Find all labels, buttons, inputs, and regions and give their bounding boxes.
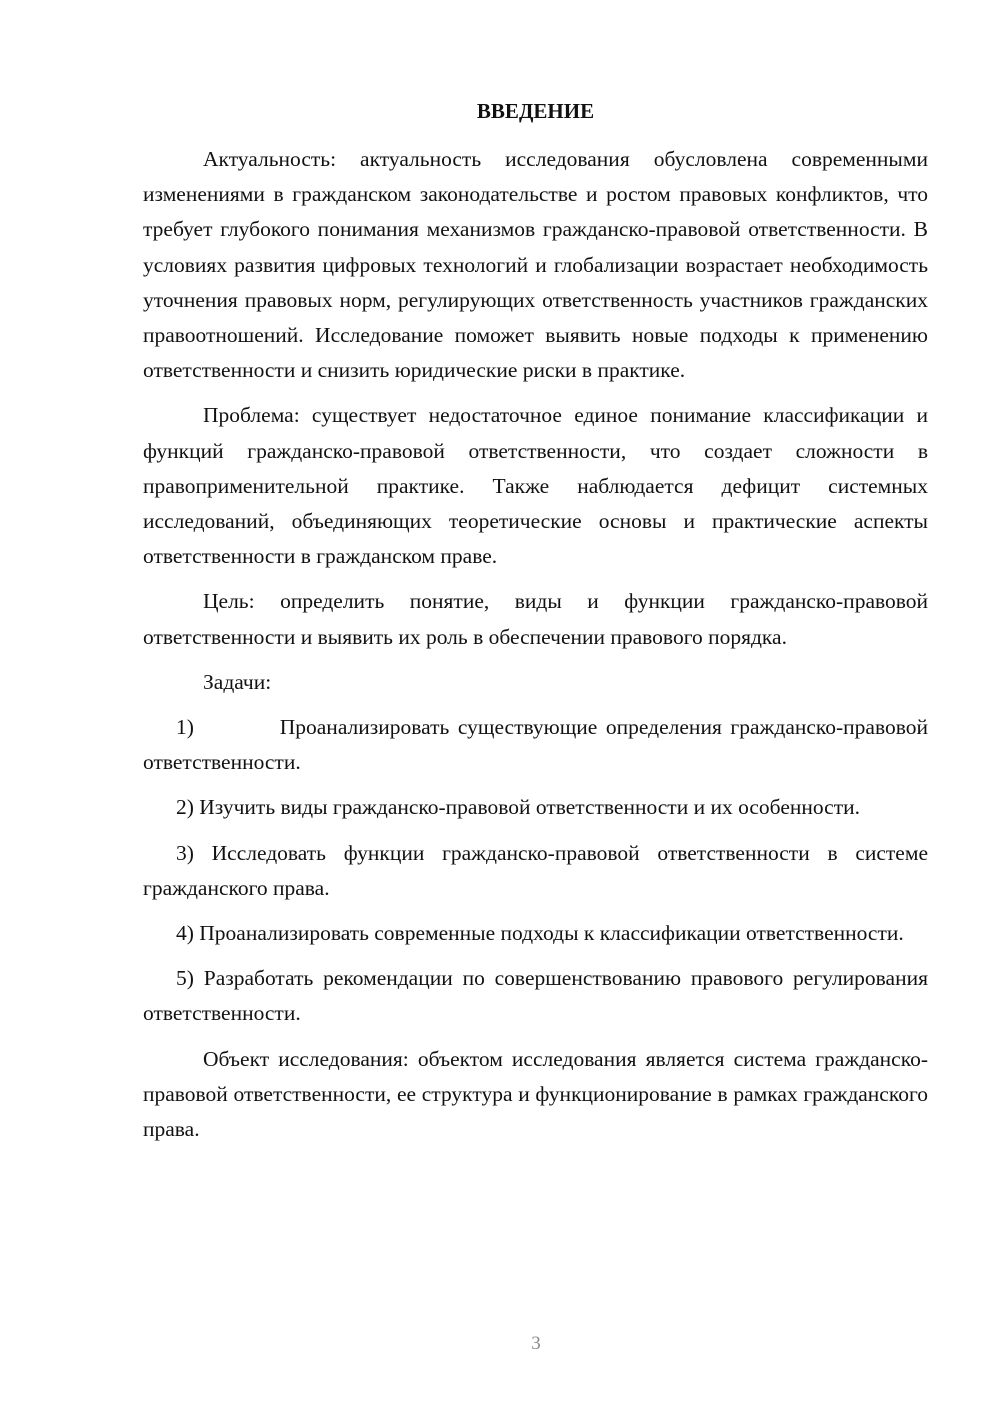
goal-paragraph: Цель: определить понятие, виды и функции гражданско-правовой ответственности и выявить их роль в обеспечении правового порядка. xyxy=(143,589,928,649)
relevance-paragraph: Актуальность: актуальность исследования обусловлена современными изменениями в гражданском законодательстве и ростом правовых конфликтов, что требует глубокого понимания механизмов гражданско-правовой ответственности. В условиях развития цифровых технологий и глобализации возрастает необходимость уточнения правовых норм, регулирующих ответственность участников гражданских правоотношений. Исследование поможет выявить новые подходы к применению ответственности и снизить юридические риски в практике. xyxy=(143,147,928,383)
document-body xyxy=(143,142,928,1157)
problem-paragraph: Проблема: существует недостаточное единое понимание классификации и функций гражданско-правовой ответственности, что создает сложности в правоприменительной практике. Также наблюдается дефицит системных исследований, объединяющих теоретические основы и практические аспекты ответственности в гражданском праве. xyxy=(143,403,928,569)
task-item-1: 1) Проанализировать существующие определения гражданско-правовой ответственности. xyxy=(143,715,928,775)
page-number: 3 xyxy=(531,1333,541,1354)
task-item-2: 2) Изучить виды гражданско-правовой ответственности и их особенности. xyxy=(176,795,860,820)
task-item-5: 5) Разработать рекомендации по совершенствованию правового регулирования ответственности. xyxy=(143,966,928,1026)
task-item-4: 4) Проанализировать современные подходы к классификации ответственности. xyxy=(176,921,904,946)
object-paragraph: Объект исследования: объектом исследования является система гражданско-правовой ответственности, ее структура и функционирование в рамках гражданского права. xyxy=(143,1046,928,1142)
task-item-3: 3) Исследовать функции гражданско-правовой ответственности в системе гражданского права. xyxy=(143,840,928,900)
tasks-heading: Задачи: xyxy=(203,669,272,694)
section-title: ВВЕДЕНИЕ xyxy=(476,99,595,123)
